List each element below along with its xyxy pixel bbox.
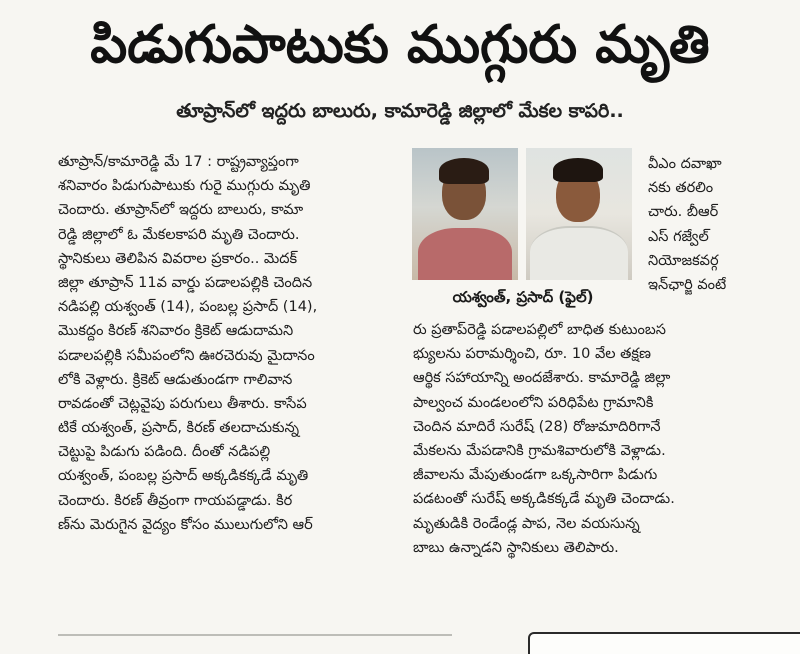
photo-figure-body — [530, 226, 628, 280]
text-line: రావడంతో చెట్లవైపు పరుగులు తీశారు. కాసేప — [58, 395, 307, 412]
text-line: ఎస్ గజ్వేల్ — [648, 228, 709, 245]
text-line: మొకద్దం కిరణ్ శనివారం క్రికెట్ ఆడుదామని — [58, 323, 294, 340]
text-line: రు ప్రతాప్‌రెడ్డి పడాలపల్లిలో బాధిత కుటుంబస — [413, 322, 666, 338]
text-line: వీఎం దవాఖా — [648, 156, 722, 172]
subheadline: తూప్రాన్‌లో ఇద్దరు బాలురు, కామారెడ్డి జిల్లాలో మేకల కాపరి.. — [176, 100, 624, 122]
article-right-column-bottom — [413, 318, 765, 560]
text-line: శనివారం పిడుగుపాటుకు గురై ముగ్గురు మృతి — [58, 178, 311, 195]
text-line: నియోజకవర్గ — [648, 252, 719, 269]
text-line: నకు తరలిం — [648, 180, 714, 197]
text-line: పడాలపల్లికి సమీపంలోని ఊరచెరువు మైదానం — [58, 347, 315, 364]
text-line: చెందిన మాదిరే సురేష్ (28) రోజుమాదిరిగానే — [413, 418, 661, 435]
text-line: యశ్వంత్, పంబల్ల ప్రసాద్ అక్కడికక్కడే మృతి — [58, 468, 309, 485]
photo-prasad — [526, 148, 632, 280]
text-line: స్థానికులు తెలిపిన వివరాల ప్రకారం.. మెదక్ — [58, 250, 298, 267]
text-line: తూప్రాన్/కామారెడ్డి మే 17 : రాష్ట్రవ్యాప్తంగా — [58, 154, 299, 170]
text-line: చెందారు. కిరణ్ తీవ్రంగా గాయపడ్డాడు. కిర — [58, 492, 293, 509]
text-line: జీవాలను మేపుతుండగా ఒక్కసారిగా పిడుగు — [413, 467, 658, 484]
text-line: బాబు ఉన్నాడని స్థానికులు తెలిపారు. — [413, 539, 619, 556]
text-line: నడిపల్లి యశ్వంత్ (14), పంబల్ల ప్రసాద్ (14), — [58, 299, 318, 316]
text-line: ఇన్‌ఛార్జి వంటే — [648, 276, 727, 293]
text-line: పాల్వంచ మండలంలోని పరిధిపేట గ్రామానికి — [413, 394, 654, 411]
photo-figure-hair — [439, 158, 489, 184]
article-left-column — [58, 150, 400, 537]
text-line: ఆర్థిక సహాయాన్ని అందజేశారు. కామారెడ్డి జిల్లా — [413, 370, 671, 387]
photo-figure-body — [418, 228, 512, 280]
text-line: చెందారు. తూప్రాన్‌లో ఇద్దరు బాలురు, కామా — [58, 202, 304, 219]
column-divider-rule — [58, 634, 452, 636]
headline: పిడుగుపాటుకు ముగ్గురు మృతి — [90, 15, 710, 75]
text-line: మేకలను మేపడానికి గ్రామశివారులోకి వెళ్లాడు. — [413, 442, 666, 459]
text-line: చెట్టుపై పిడుగు పడింది. దీంతో నడిపల్లి — [58, 444, 271, 461]
text-line: భ్యులను పరామర్శించి, రూ. 10 వేల తక్షణ — [413, 346, 651, 363]
photo-yashwanth — [412, 148, 518, 280]
text-line: ణ్‌ను మెరుగైన వైద్యం కోసం ములుగులోని ఆర్ — [58, 516, 313, 533]
article-right-column-top — [648, 152, 760, 297]
photo-caption: యశ్వంత్, ప్రసాద్ (ఫైల్) — [452, 288, 594, 306]
text-line: చారు. బీఆర్ — [648, 204, 719, 221]
text-line: లోకి వెళ్లారు. క్రికెట్ ఆడుతుండగా గాలివాన — [58, 371, 293, 388]
photo-figure-hair — [553, 158, 603, 182]
text-line: పడటంతో సురేష్ అక్కడికక్కడే మృతి చెందాడు. — [413, 491, 675, 508]
text-line: టికే యశ్వంత్, ప్రసాద్, కిరణ్ తలదాచుకున్న — [58, 420, 300, 437]
text-line: మృతుడికి రెండేండ్ల పాప, నెల వయసున్న — [413, 515, 640, 532]
text-line: జిల్లా తూప్రాన్ 11వ వార్డు పడాలపల్లికి చెందిన — [58, 274, 313, 291]
photo-block — [412, 148, 634, 318]
text-line: రెడ్డి జిల్లాలో ఓ మేకలకాపరి మృతి చెందారు. — [58, 226, 300, 243]
next-article-box — [528, 632, 800, 654]
